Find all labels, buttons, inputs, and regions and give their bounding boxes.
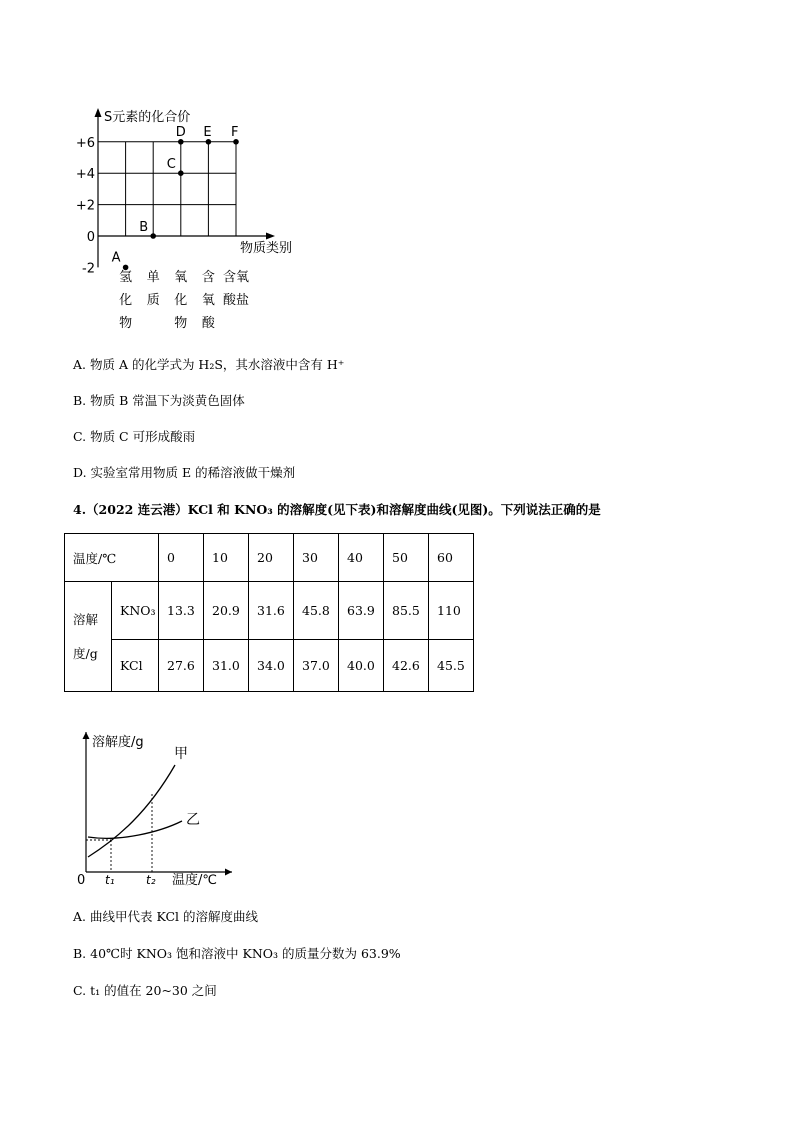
q4-option-b: B. 40℃时 KNO₃ 饱和溶液中 KNO₃ 的质量分数为 63.9% (73, 946, 401, 961)
kno3-label: KNO₃ (112, 582, 159, 640)
y-arrow-icon (95, 108, 102, 117)
curve-origin-label: 0 (77, 873, 86, 888)
y-tick-label: -2 (82, 261, 95, 277)
category-label: 物 (174, 316, 188, 331)
category-label: 酸盐 (222, 293, 250, 308)
category-label: 氧 (174, 270, 188, 285)
data-point (206, 139, 212, 145)
temp-cell: 30 (294, 534, 339, 582)
category-label: 物 (119, 316, 133, 331)
y-tick-label: +6 (75, 135, 95, 151)
valence-points (112, 125, 239, 270)
solubility-table (64, 533, 474, 692)
category-label: 化 (119, 293, 133, 308)
category-label: 化 (174, 293, 188, 308)
point-label: F (231, 124, 239, 140)
category-label: 氢 (119, 270, 133, 285)
kcl-cell: 40.0 (339, 640, 384, 692)
temp-cell: 0 (159, 534, 204, 582)
category-label: 含氧 (222, 270, 250, 285)
q3-option-c: C. 物质 C 可形成酸雨 (73, 429, 196, 444)
kno3-cell: 45.8 (294, 582, 339, 640)
data-point (233, 139, 239, 145)
row-label-line-2: 度/g (73, 645, 98, 661)
solubility-row-label (65, 582, 112, 692)
data-point (178, 170, 184, 176)
y-tick-label: +2 (75, 198, 95, 214)
category-label: 单 (146, 270, 160, 285)
curve-y-label: 溶解度/g (92, 735, 144, 750)
category-label: 含 (201, 270, 215, 285)
data-point (123, 265, 129, 271)
q4-stem: 4.（2022 连云港）KCl 和 KNO₃ 的溶解度(见下表)和溶解度曲线(见图)。下列说法正确的是 (73, 502, 601, 517)
kno3-cell: 85.5 (384, 582, 429, 640)
valence-chart (0, 0, 794, 340)
kcl-cell: 34.0 (249, 640, 294, 692)
q3-option-b: B. 物质 B 常温下为淡黄色固体 (73, 393, 245, 408)
y-tick-label: 0 (86, 230, 95, 245)
table-row (65, 582, 474, 640)
curve-jia (88, 765, 175, 857)
table-row (65, 534, 474, 582)
curve-yi (88, 821, 182, 838)
curve-jia-label: 甲 (174, 746, 188, 762)
kno3-cell: 31.6 (249, 582, 294, 640)
kcl-cell: 31.0 (204, 640, 249, 692)
temp-cell: 10 (204, 534, 249, 582)
point-label: B (139, 220, 149, 235)
kno3-cell: 20.9 (204, 582, 249, 640)
kno3-cell: 63.9 (339, 582, 384, 640)
temp-cell: 60 (429, 534, 474, 582)
point-label: A (111, 250, 121, 266)
data-point (178, 139, 184, 145)
kcl-cell: 37.0 (294, 640, 339, 692)
q3-option-a: A. 物质 A 的化学式为 H₂S，其水溶液中含有 H⁺ (73, 357, 345, 372)
point-label: D (175, 124, 186, 140)
row-label-line-1: 溶解 (73, 611, 99, 627)
q3-option-d: D. 实验室常用物质 E 的稀溶液做干燥剂 (73, 465, 296, 480)
category-label: 质 (146, 293, 160, 308)
temp-header: 温度/℃ (65, 534, 159, 582)
q4-option-a: A. 曲线甲代表 KCl 的溶解度曲线 (73, 909, 258, 924)
t2-label: t₂ (146, 873, 156, 887)
temp-cell: 50 (384, 534, 429, 582)
point-label: C (166, 157, 176, 173)
kno3-cell: 110 (429, 582, 474, 640)
valence-x-label: 物质类别 (240, 241, 293, 256)
y-tick-label: +4 (75, 167, 95, 183)
valence-y-label: S元素的化合价 (104, 110, 191, 125)
table-row (65, 640, 474, 692)
t1-label: t₁ (105, 873, 115, 887)
kcl-label: KCl (112, 640, 159, 692)
kcl-cell: 45.5 (429, 640, 474, 692)
q4-option-c: C. t₁ 的值在 20~30 之间 (73, 983, 217, 998)
category-label: 氧 (201, 293, 215, 308)
curve-yi-label: 乙 (186, 812, 200, 828)
temp-cell: 40 (339, 534, 384, 582)
valence-grid (98, 142, 236, 236)
point-label: E (203, 124, 212, 140)
kcl-cell: 27.6 (159, 640, 204, 692)
temp-cell: 20 (249, 534, 294, 582)
solubility-curve-chart (0, 720, 794, 895)
category-label: 酸 (201, 316, 215, 331)
kno3-cell: 13.3 (159, 582, 204, 640)
valence-y-ticks (76, 136, 95, 277)
valence-categories (119, 270, 249, 331)
curve-x-label: 温度/℃ (172, 873, 217, 888)
x-arrow-icon (266, 233, 275, 240)
kcl-cell: 42.6 (384, 640, 429, 692)
data-point (150, 233, 156, 239)
